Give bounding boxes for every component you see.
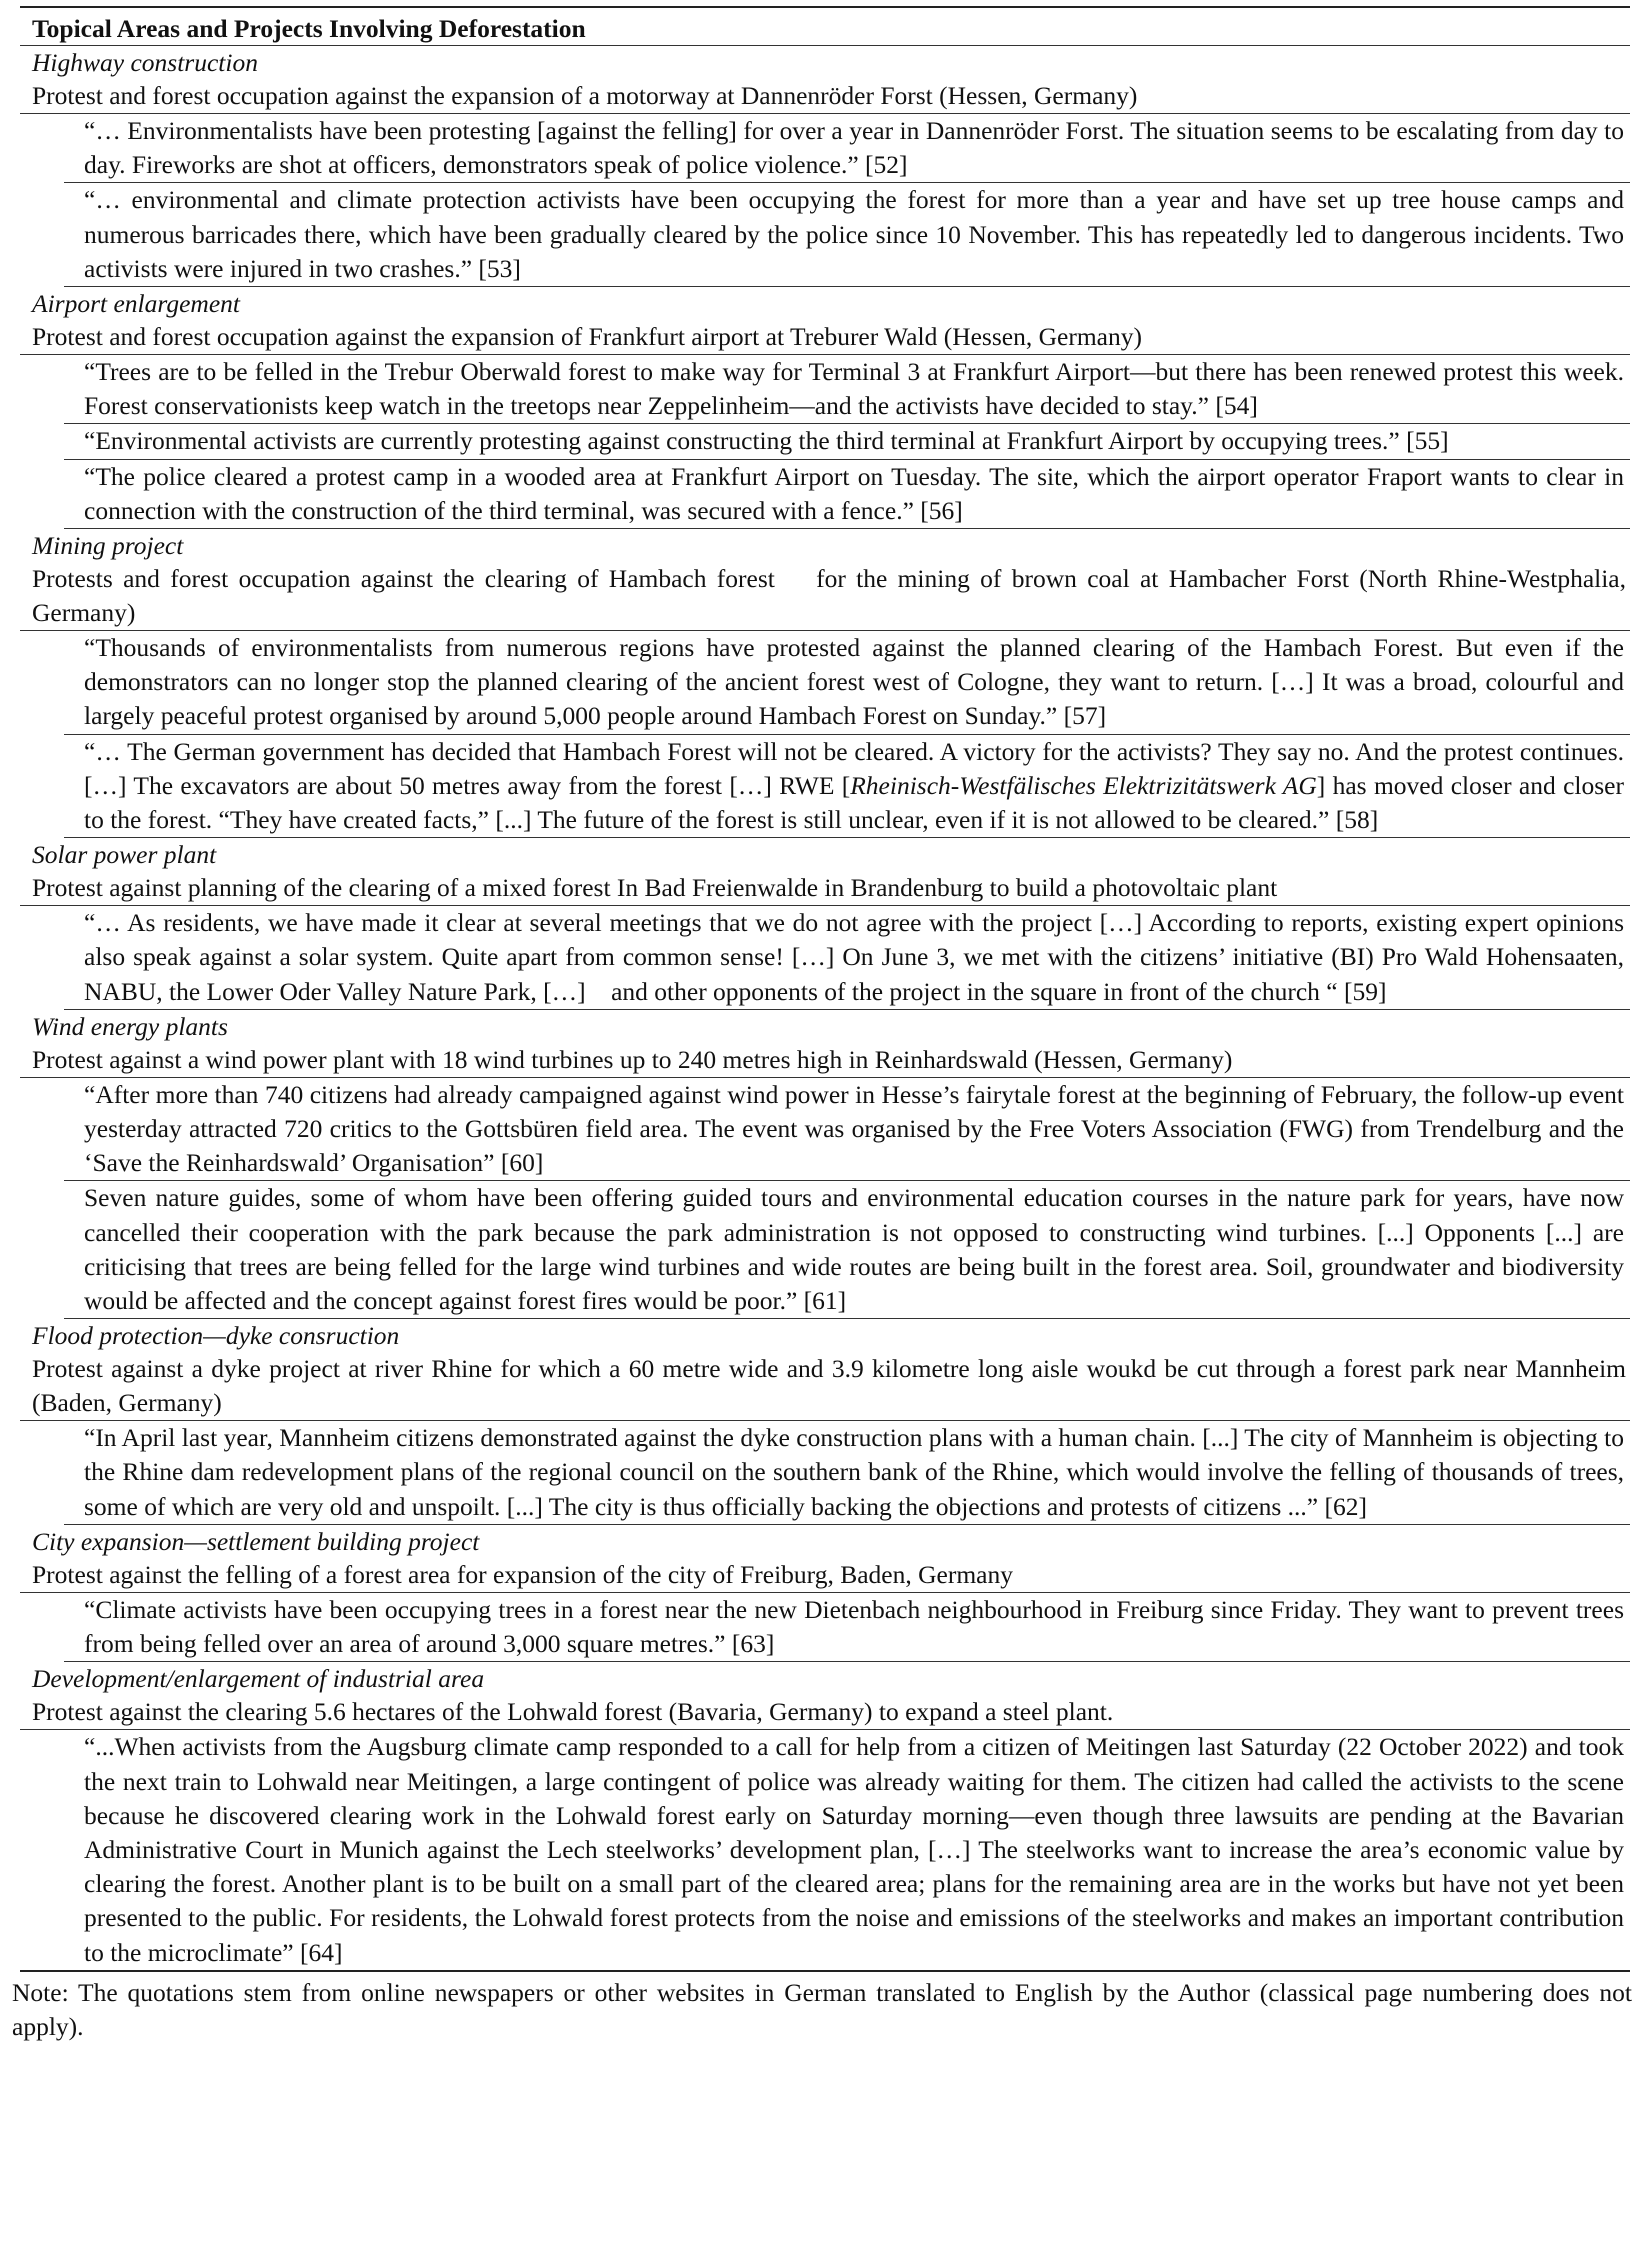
deforestation-table — [20, 6, 1633, 1972]
quote: “… environmental and climate protection activists have been occupying the forest for more than a year and have set up tree house camps and numerous barricades there, which have been gradually cleared by the police since 10 November. This has repeatedly led to dangerous incidents. Two activists were injured in two crashes.” [53] — [64, 183, 1630, 287]
section-industrial-area — [20, 1662, 1630, 1969]
table-note: Note: The quotations stem from online newspapers or other websites in German translated to English by the Author (classical page numbering does not apply). — [12, 1977, 1632, 2041]
quote: “… Environmentalists have been protesting [against the felling] for over a year in Dannenröder Forst. The situation seems to be escalating from day to day. Fireworks are shot at officers, demonstrators speak of police violence.” [52] — [64, 114, 1630, 183]
section-title: Development/enlargement of industrial area — [32, 1664, 485, 1694]
section-description: Protest and forest occupation against the expansion of a motorway at Dannenröder Forst (Hessen, Germany) — [20, 79, 1630, 114]
section-description: Protest against planning of the clearing of a mixed forest In Bad Freienwalde in Brandenburg to build a photovoltaic plant — [20, 871, 1630, 906]
section-city-expansion — [20, 1525, 1630, 1662]
section-title: City expansion—settlement building project — [32, 1526, 480, 1556]
quote: “The police cleared a protest camp in a wooded area at Frankfurt Airport on Tuesday. The site, which the airport operator Fraport wants to clear in connection with the construction of the third terminal, was secured with a fence.” [56] — [64, 460, 1630, 529]
section-highway-construction — [20, 46, 1630, 287]
section-flood-protection — [20, 1319, 1630, 1525]
section-description: Protests and forest occupation against the clearing of Hambach forest for the mining of brown coal at Hambacher Forst (North Rhine-Westphalia, Germany) — [20, 562, 1630, 631]
quote-text: ] has moved closer and closer to the forest. “They have created facts,” [...] The future of the forest is still unclear, even if it is not allowed to be cleared.” [58] — [84, 770, 1624, 835]
section-description: Protest against a wind power plant with 18 wind turbines up to 240 metres high in Reinhardswald (Hessen, Germany) — [20, 1043, 1630, 1078]
section-description: Protest and forest occupation against the expansion of Frankfurt airport at Treburer Wald (Hessen, Germany) — [20, 320, 1630, 355]
section-airport-enlargement — [20, 287, 1630, 529]
quote: “… As residents, we have made it clear at several meetings that we do not agree with the project […] According to reports, existing expert opinions also speak against a solar system. Quite apart from common sense! […] On June 3, we met with the citizens’ initiative (BI) Pro Wald Hohensaaten, NABU, the Lower Oder Valley Nature Park, […] and other opponents of the project in the square in front of the church “ [59] — [64, 906, 1630, 1010]
quote: “Thousands of environmentalists from numerous regions have protested against the planned clearing of the Hambach Forest. But even if the demonstrators can no longer stop the planned clearing of the ancient forest west of Cologne, they want to return. […] It was a broad, colourful and largely peaceful protest organised by around 5,000 people around Hambach Forest on Sunday.” [57] — [64, 631, 1630, 735]
quote: Seven nature guides, some of whom have been offering guided tours and environmental education courses in the nature park for years, have now cancelled their cooperation with the park because the park administration is not opposed to constructing wind turbines. [...] Opponents [...] are criticising that trees are being felled for the large wind turbines and wide routes are being built in the forest area. Soil, groundwater and biodiversity would be affected and the concept against forest fires would be poor.” [61] — [64, 1181, 1630, 1319]
quote-italic-text: Rheinisch-Westfälisches Elektrizitätswerk AG — [850, 770, 1317, 800]
section-mining-project — [20, 529, 1633, 838]
section-description: Protest against the felling of a forest area for expansion of the city of Freiburg, Baden, Germany — [20, 1558, 1630, 1593]
quote-rwe — [64, 735, 1630, 839]
section-title: Flood protection—dyke consruction — [32, 1321, 400, 1351]
table-header: Topical Areas and Projects Involving Deforestation — [20, 8, 1630, 46]
section-title: Wind energy plants — [32, 1011, 228, 1041]
section-wind-energy-plants — [20, 1010, 1630, 1319]
section-description: Protest against a dyke project at river Rhine for which a 60 metre wide and 3.9 kilometre long aisle woukd be cut through a forest park near Mannheim (Baden, Germany) — [20, 1352, 1630, 1421]
quote: “Trees are to be felled in the Trebur Oberwald forest to make way for Terminal 3 at Frankfurt Airport—but there has been renewed protest this week. Forest conservationists keep watch in the treetops near Zeppelinheim—and the activists have decided to stay.” [54] — [64, 355, 1630, 424]
section-title: Highway construction — [32, 48, 258, 77]
section-title: Solar power plant — [32, 840, 217, 870]
quote: “After more than 740 citizens had already campaigned against wind power in Hesse’s fairytale forest at the beginning of February, the follow-up event yesterday attracted 720 critics to the Gottsbüren field area. The event was organised by the Free Voters Association (FWG) from Trendelburg and the ‘Save the Reinhardswald’ Organisation” [60] — [64, 1078, 1630, 1182]
section-title: Airport enlargement — [32, 289, 240, 319]
quote-text: “… The German government has decided that Hambach Forest will not be cleared. A victory for the activists? They say no. And the protest continues. […] The excavators are about 50 metres away from the forest […] RWE [ — [84, 736, 1624, 800]
section-description: Protest against the clearing 5.6 hectares of the Lohwald forest (Bavaria, Germany) to expand a steel plant. — [20, 1695, 1630, 1730]
section-title: Mining project — [32, 531, 184, 561]
quote: “In April last year, Mannheim citizens demonstrated against the dyke construction plans with a human chain. [...] The city of Mannheim is objecting to the Rhine dam redevelopment plans of the regional council on the southern bank of the Rhine, which would involve the felling of thousands of trees, some of which are very old and unspoilt. [...] The city is thus officially backing the objections and protests of citizens ...” [62] — [64, 1421, 1630, 1525]
section-solar-power-plant — [20, 838, 1630, 1010]
quote: “Environmental activists are currently protesting against constructing the third terminal at Frankfurt Airport by occupying trees.” [55] — [64, 424, 1630, 459]
quote: “Climate activists have been occupying trees in a forest near the new Dietenbach neighbourhood in Freiburg since Friday. They want to prevent trees from being felled over an area of around 3,000 square metres.” [63] — [64, 1593, 1630, 1662]
quote: “...When activists from the Augsburg climate camp responded to a call for help from a citizen of Meitingen last Saturday (22 October 2022) and took the next train to Lohwald near Meitingen, a large contingent of police was already waiting for them. The citizen had called the activists to the scene because he discovered clearing work in the Lohwald forest early on Saturday morning—even though three lawsuits are pending at the Bavarian Administrative Court in Munich against the Lech steelworks’ development plan, […] The steelworks want to increase the area’s economic value by clearing the forest. Another plant is to be built on a small part of the cleared area; plans for the remaining area are in the works but have not yet been presented to the public. For residents, the Lohwald forest protects from the noise and emissions of the steelworks and makes an important contribution to the microclimate” [64] — [84, 1732, 1624, 1967]
